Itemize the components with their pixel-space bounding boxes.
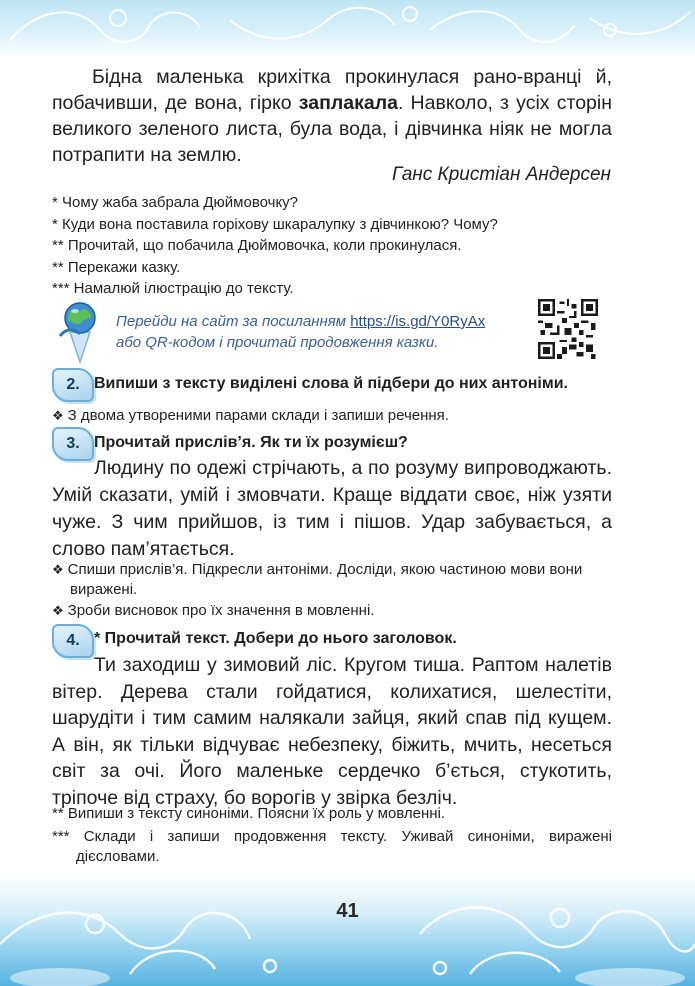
task-title: * Прочитай текст. Добери до нього заголовок.: [94, 630, 457, 647]
diamond-bullet-icon: ❖: [52, 562, 64, 577]
bottom-ornament: [0, 874, 695, 986]
online-resource-note: [116, 311, 526, 353]
task-title: Випиши з тексту виділені слова й підбери до них антоніми.: [94, 375, 568, 392]
passage-text-end: . Навколо, з усіх сторін великого зеленого листа, була вода, і дівчинка ніяк не могла потрапити на землю.: [52, 92, 612, 166]
qr-code[interactable]: [538, 299, 598, 359]
task-title: Прочитай прислів’я. Як ти їх розумієш?: [94, 434, 408, 451]
task-number-badge: 3.: [52, 427, 94, 461]
passage-text: Бідна маленька крихітка прокинулася рано-вранці й, побачивши, де вона, гірко: [52, 66, 612, 114]
link-prefix: Перейди на сайт за посиланням: [116, 313, 351, 330]
question-item: * Куди вона поставила горіхову шкаралупку з дівчинкою? Чому?: [52, 215, 498, 233]
task-bullet: [52, 405, 612, 427]
question-item: * Чому жаба забрала Дюймовочку?: [52, 194, 299, 211]
question-item: ** Прочитай, що побачила Дюймовочка, коли прокинулася.: [52, 237, 462, 254]
task-bullets: [52, 560, 612, 621]
diamond-bullet-icon: ❖: [52, 603, 64, 618]
resource-link[interactable]: https://is.gd/Y0RyAx: [350, 313, 486, 330]
task-number-badge: 2.: [52, 368, 94, 402]
story-passage: [52, 64, 612, 168]
top-ornament: [0, 0, 695, 60]
task-bullet-text: Зроби висновок про їх значення в мовленні.: [67, 602, 375, 619]
question-item: ** Перекажи казку.: [52, 258, 181, 276]
diamond-bullet-icon: ❖: [52, 408, 64, 423]
highlighted-word: заплакала: [298, 92, 398, 114]
task-note: ** Випиши з тексту синоніми. Поясни їх роль у мовленні.: [52, 805, 446, 822]
task-notes: [52, 804, 612, 867]
task-bullet: [52, 601, 612, 621]
question-item: *** Намалюй ілюстрацію до тексту.: [52, 280, 294, 297]
link-instruction: або QR-кодом і прочитай продовження казки.: [116, 334, 439, 351]
internet-globe-icon: [56, 298, 104, 364]
page-number: 41: [336, 900, 359, 922]
forest-text: Ти заходиш у зимовий ліс. Кругом тиша. Раптом налетів вітер. Дерева стали гойдатися, колихатися, шелестіти, шарудіти і тим самим налякали зайця, який спав під кущем. А він, як тільки відчуває небезпеку, біжить, мчить, несеться світ за очі. Його маленьке сердечко б’ється, стукотить, тріпоче від страху, бо ворогів у звірка безліч.: [52, 654, 612, 809]
question-list: [52, 192, 612, 300]
task-bullet: [52, 560, 612, 600]
task-bullet-text: Спиши прислів’я. Підкресли антоніми. Досліди, якою частиною мови вони виражені.: [67, 561, 583, 598]
task-note: *** Склади і запиши продовження тексту. Уживай синоніми, виражені дієсловами.: [52, 828, 612, 865]
proverbs-text: Людину по одежі стрічають, а по розуму випроводжають. Умій сказати, умій і змовчати. Краще віддати своє, ніж узяти чуже. З чим прийшов, із тим і пішов. Удар забувається, а слово пам’ятається.: [52, 457, 612, 560]
task-number-badge: 4.: [52, 624, 94, 658]
author-name: Ганс Кристіан Андерсен: [392, 164, 611, 185]
task-bullet-text: З двома утвореними парами склади і запиши речення.: [67, 407, 449, 424]
